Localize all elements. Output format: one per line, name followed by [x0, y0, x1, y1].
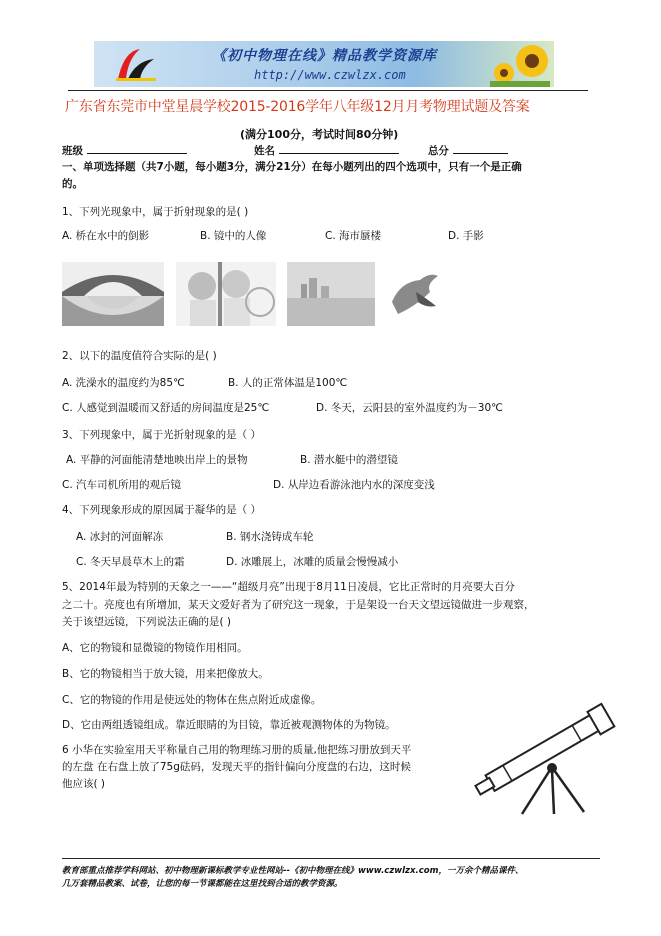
q3-option-c[interactable]: C. 汽车司机所用的观后镜: [62, 479, 182, 491]
q1-option-a[interactable]: A. 桥在水中的倒影: [62, 230, 150, 242]
class-field[interactable]: [87, 142, 187, 154]
q5-option-a[interactable]: A、它的物镜和显微镜的物镜作用相同。: [62, 642, 248, 654]
banner-url[interactable]: http://www.czwlzx.com: [254, 68, 406, 82]
q4-option-a[interactable]: A. 冰封的河面解冻: [76, 531, 164, 543]
telescope-image: [462, 688, 630, 816]
banner-title: 《初中物理在线》精品教学资源库: [212, 48, 437, 64]
q5-stem-2: 之二十。亮度也有所增加，某天文爱好者为了研究这一现象，于是架设一台天文望远镜做进一步观察，: [62, 599, 535, 611]
q1-stem: 1、下列光现象中，属于折射现象的是( ): [62, 206, 249, 218]
footer-line-2: 几万套精品教案、试卷，让您的每一节课都能在这里找到合适的教学资源。: [62, 879, 343, 889]
q1-option-c[interactable]: C. 海市蜃楼: [325, 230, 382, 242]
q6-stem-1: 6 小华在实验室用天平称量自己用的物理练习册的质量,他把练习册放到天平: [62, 744, 412, 756]
sunflower-icon: [490, 43, 550, 87]
q2-stem: 2、以下的温度值符合实际的是( ): [62, 350, 217, 362]
header-rule: [68, 90, 588, 91]
name-field[interactable]: [279, 142, 399, 154]
q3-option-a[interactable]: A. 平静的河面能清楚地映出岸上的景物: [66, 454, 248, 466]
footer-line-1: 教育部重点推荐学科网站、初中物理新课标教学专业性网站--《初中物理在线》www.czwlzx.com，一万余个精品课件、: [62, 866, 524, 876]
q5-stem-1: 5、2014年最为特别的天象之一——“超级月亮”出现于8月11日凌晨，它比正常时的月亮要大百分: [62, 581, 515, 593]
score-label: 总分: [427, 145, 449, 157]
q2-option-a[interactable]: A. 洗澡水的温度约为85℃: [62, 377, 185, 389]
name-label: 姓名: [253, 145, 275, 157]
q5-option-d[interactable]: D、它由两组透镜组成。靠近眼睛的为目镜，靠近被观测物体的为物镜。: [62, 719, 396, 731]
q4-option-b[interactable]: B. 钢水浇铸成车轮: [226, 531, 314, 543]
exam-info: (满分100分，考试时间80分钟): [240, 128, 399, 141]
q2-option-c[interactable]: C. 人感觉到温暖而又舒适的房间温度是25℃: [62, 402, 270, 414]
site-logo-icon: [114, 45, 158, 83]
header-banner: [94, 41, 554, 87]
class-label: 班级: [62, 145, 83, 157]
q3-option-b[interactable]: B. 潜水艇中的潜望镜: [300, 454, 398, 466]
footer-rule: [62, 858, 600, 859]
q4-stem: 4、下列现象形成的原因属于凝华的是（ ）: [62, 504, 262, 516]
mirage-image: [287, 262, 375, 326]
q5-option-b[interactable]: B、它的物镜相当于放大镜，用来把像放大。: [62, 668, 269, 680]
q2-option-b[interactable]: B. 人的正常体温是100℃: [228, 377, 348, 389]
section1-heading-cont: 的。: [62, 178, 83, 190]
q6-stem-2: 的左盘 在右盘上放了75g砝码，发现天平的指针偏向分度盘的右边，这时候: [62, 761, 411, 773]
q1-option-b[interactable]: B. 镜中的人像: [200, 230, 267, 242]
mirror-babies-image: [176, 262, 276, 326]
q1-option-d[interactable]: D. 手影: [448, 230, 484, 242]
section1-heading: 一、单项选择题（共7小题，每小题3分，满分21分）在每小题列出的四个选项中，只有一个是正确: [62, 161, 522, 173]
q2-option-d[interactable]: D. 冬天，云阳县的室外温度约为－30℃: [316, 402, 503, 414]
q3-stem: 3、下列现象中，属于光折射现象的是（ ）: [62, 429, 262, 441]
q4-option-d[interactable]: D. 冰雕展上，冰雕的质量会慢慢减小: [226, 556, 399, 568]
score-field[interactable]: [453, 142, 508, 154]
document-title: 广东省东莞市中堂星晨学校2015-2016学年八年级12月月考物理试题及答案: [65, 99, 530, 115]
hand-shadow-image: [386, 262, 446, 326]
q5-option-c[interactable]: C、它的物镜的作用是使远处的物体在焦点附近成虚像。: [62, 694, 322, 706]
student-info-row: [62, 142, 508, 158]
bridge-reflection-image: [62, 262, 164, 326]
q6-stem-3: 他应该( ): [62, 778, 106, 790]
q4-option-c[interactable]: C. 冬天早晨草木上的霜: [76, 556, 185, 568]
q3-option-d[interactable]: D. 从岸边看游泳池内水的深度变浅: [273, 479, 435, 491]
q5-stem-3: 关于该望远镜，下列说法正确的是( ): [62, 616, 232, 628]
